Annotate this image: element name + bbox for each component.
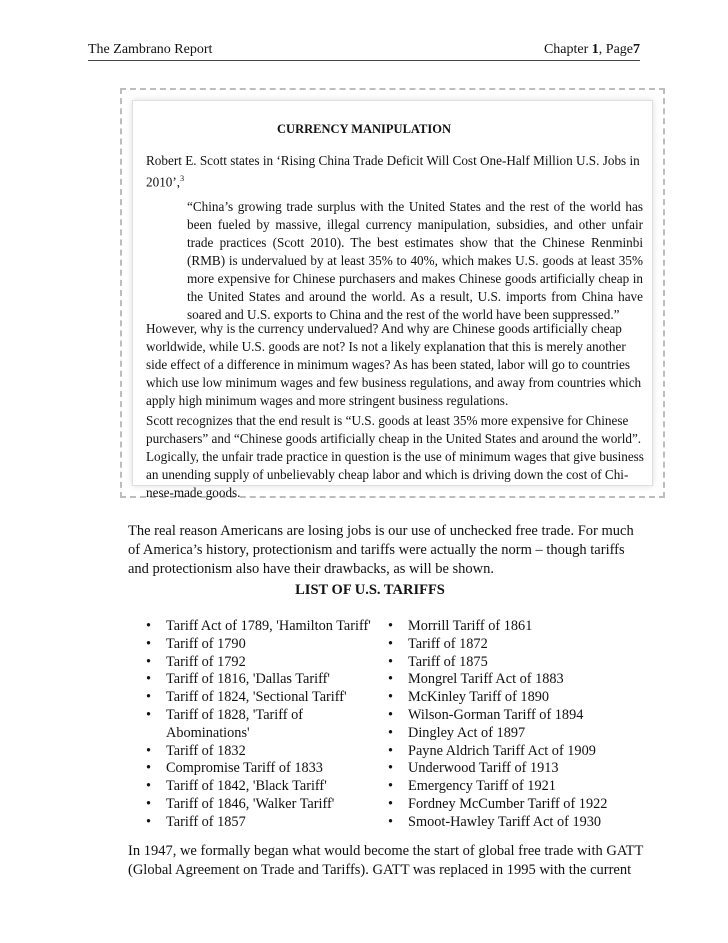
page-label: , Page xyxy=(598,42,633,57)
list-item: • Compromise Tariff of 1833 xyxy=(146,760,371,778)
list-item: • Tariff of 1832 xyxy=(146,743,371,761)
list-item: • Fordney McCumber Tariff of 1922 xyxy=(388,796,638,814)
list-item: • Tariff of 1846, 'Walker Tariff' xyxy=(146,796,371,814)
footnote-marker: 3 xyxy=(180,174,185,183)
tariff-list-title: LIST OF U.S. TARIFFS xyxy=(295,582,445,598)
list-item: • Wilson-Gorman Tariff of 1894 xyxy=(388,707,638,725)
list-item: • Mongrel Tariff Act of 1883 xyxy=(388,671,638,689)
tariff-list-right xyxy=(388,618,638,832)
chapter-label: Chapter xyxy=(543,42,589,57)
list-item: • Tariff Act of 1789, 'Hamilton Tariff' xyxy=(146,618,371,636)
list-item: • Payne Aldrich Tariff Act of 1909 xyxy=(388,743,638,761)
list-item: • Tariff of 1792 xyxy=(146,654,371,672)
callout-intro-text: Robert E. Scott states in ‘Rising China Trade Deficit Will Cost One-Half Million U.S. Jobs in 2010’, xyxy=(146,153,640,190)
list-item: • Dingley Act of 1897 xyxy=(388,725,638,743)
callout-paragraph-3: Scott recognizes that the end result is “U.S. goods at least 35% more expensive for Chinese purchasers” and “Chinese goods artificially cheap in the United States and around the world”. Logically, the unfair trade practice in question is the use of minimum wages that give business an unending supply of unbelievably cheap labor and which is driving down the cost of Chi-nese-made goods. xyxy=(146,413,644,500)
list-item: • Tariff of 1824, 'Sectional Tariff' xyxy=(146,689,371,707)
tariff-list-left xyxy=(146,618,371,832)
page-number: 7 xyxy=(633,42,640,57)
callout-title: CURRENCY MANIPULATION xyxy=(277,122,451,136)
list-item: • Tariff of 1828, 'Tariff of Abominations' xyxy=(146,707,371,743)
list-item: • Tariff of 1842, 'Black Tariff' xyxy=(146,778,371,796)
callout-paragraph-2: However, why is the currency undervalued? And why are Chinese goods artificially cheap worldwide, while U.S. goods are not? Is not a likely explanation that this is merely another side effect of a difference in minimum wages? As has been stated, labor will go to countries which use low minimum wages and few business regulations, and away from countries which apply high minimum wages and more stringent business regulations. xyxy=(146,321,642,408)
report-title: The Zambrano Report xyxy=(88,42,213,57)
page-header xyxy=(88,40,640,61)
body-paragraph-1: The real reason Americans are losing jobs is our use of unchecked free trade. For much of America’s history, protectionism and tariffs were actually the norm – though tariffs and protectionism also have their drawbacks, as will be shown. xyxy=(128,523,634,577)
list-item: • Morrill Tariff of 1861 xyxy=(388,618,638,636)
list-item: • Tariff of 1816, 'Dallas Tariff' xyxy=(146,671,371,689)
list-item: • Tariff of 1872 xyxy=(388,636,638,654)
callout-intro xyxy=(146,152,646,191)
list-item: • Tariff of 1875 xyxy=(388,654,638,672)
list-item: • Emergency Tariff of 1921 xyxy=(388,778,638,796)
list-item: • McKinley Tariff of 1890 xyxy=(388,689,638,707)
scott-quote: “China’s growing trade surplus with the United States and the rest of the world has been fueled by massive, illegal currency manipulation, subsidies, and other unfair trade practices (Scott 2010). The best estimates show that the Chinese Renminbi (RMB) is undervalued by at least 35% to 40%, which makes U.S. goods at least 35% more expensive for Chinese purchasers and makes Chinese goods artificially cheap in the United States and around the world. As a result, U.S. imports from China have soared and U.S. exports to China and the rest of the world have been suppressed.” xyxy=(187,199,643,322)
chapter-number: 1 xyxy=(591,42,599,57)
list-item: • Tariff of 1857 xyxy=(146,814,371,832)
list-item: • Tariff of 1790 xyxy=(146,636,371,654)
list-item: • Underwood Tariff of 1913 xyxy=(388,760,638,778)
list-item: • Smoot-Hawley Tariff Act of 1930 xyxy=(388,814,638,832)
body-paragraph-2: In 1947, we formally began what would become the start of global free trade with GATT (Global Agreement on Trade and Tariffs). GATT was replaced in 1995 with the current xyxy=(128,843,644,878)
chapter-page-label xyxy=(544,42,640,58)
